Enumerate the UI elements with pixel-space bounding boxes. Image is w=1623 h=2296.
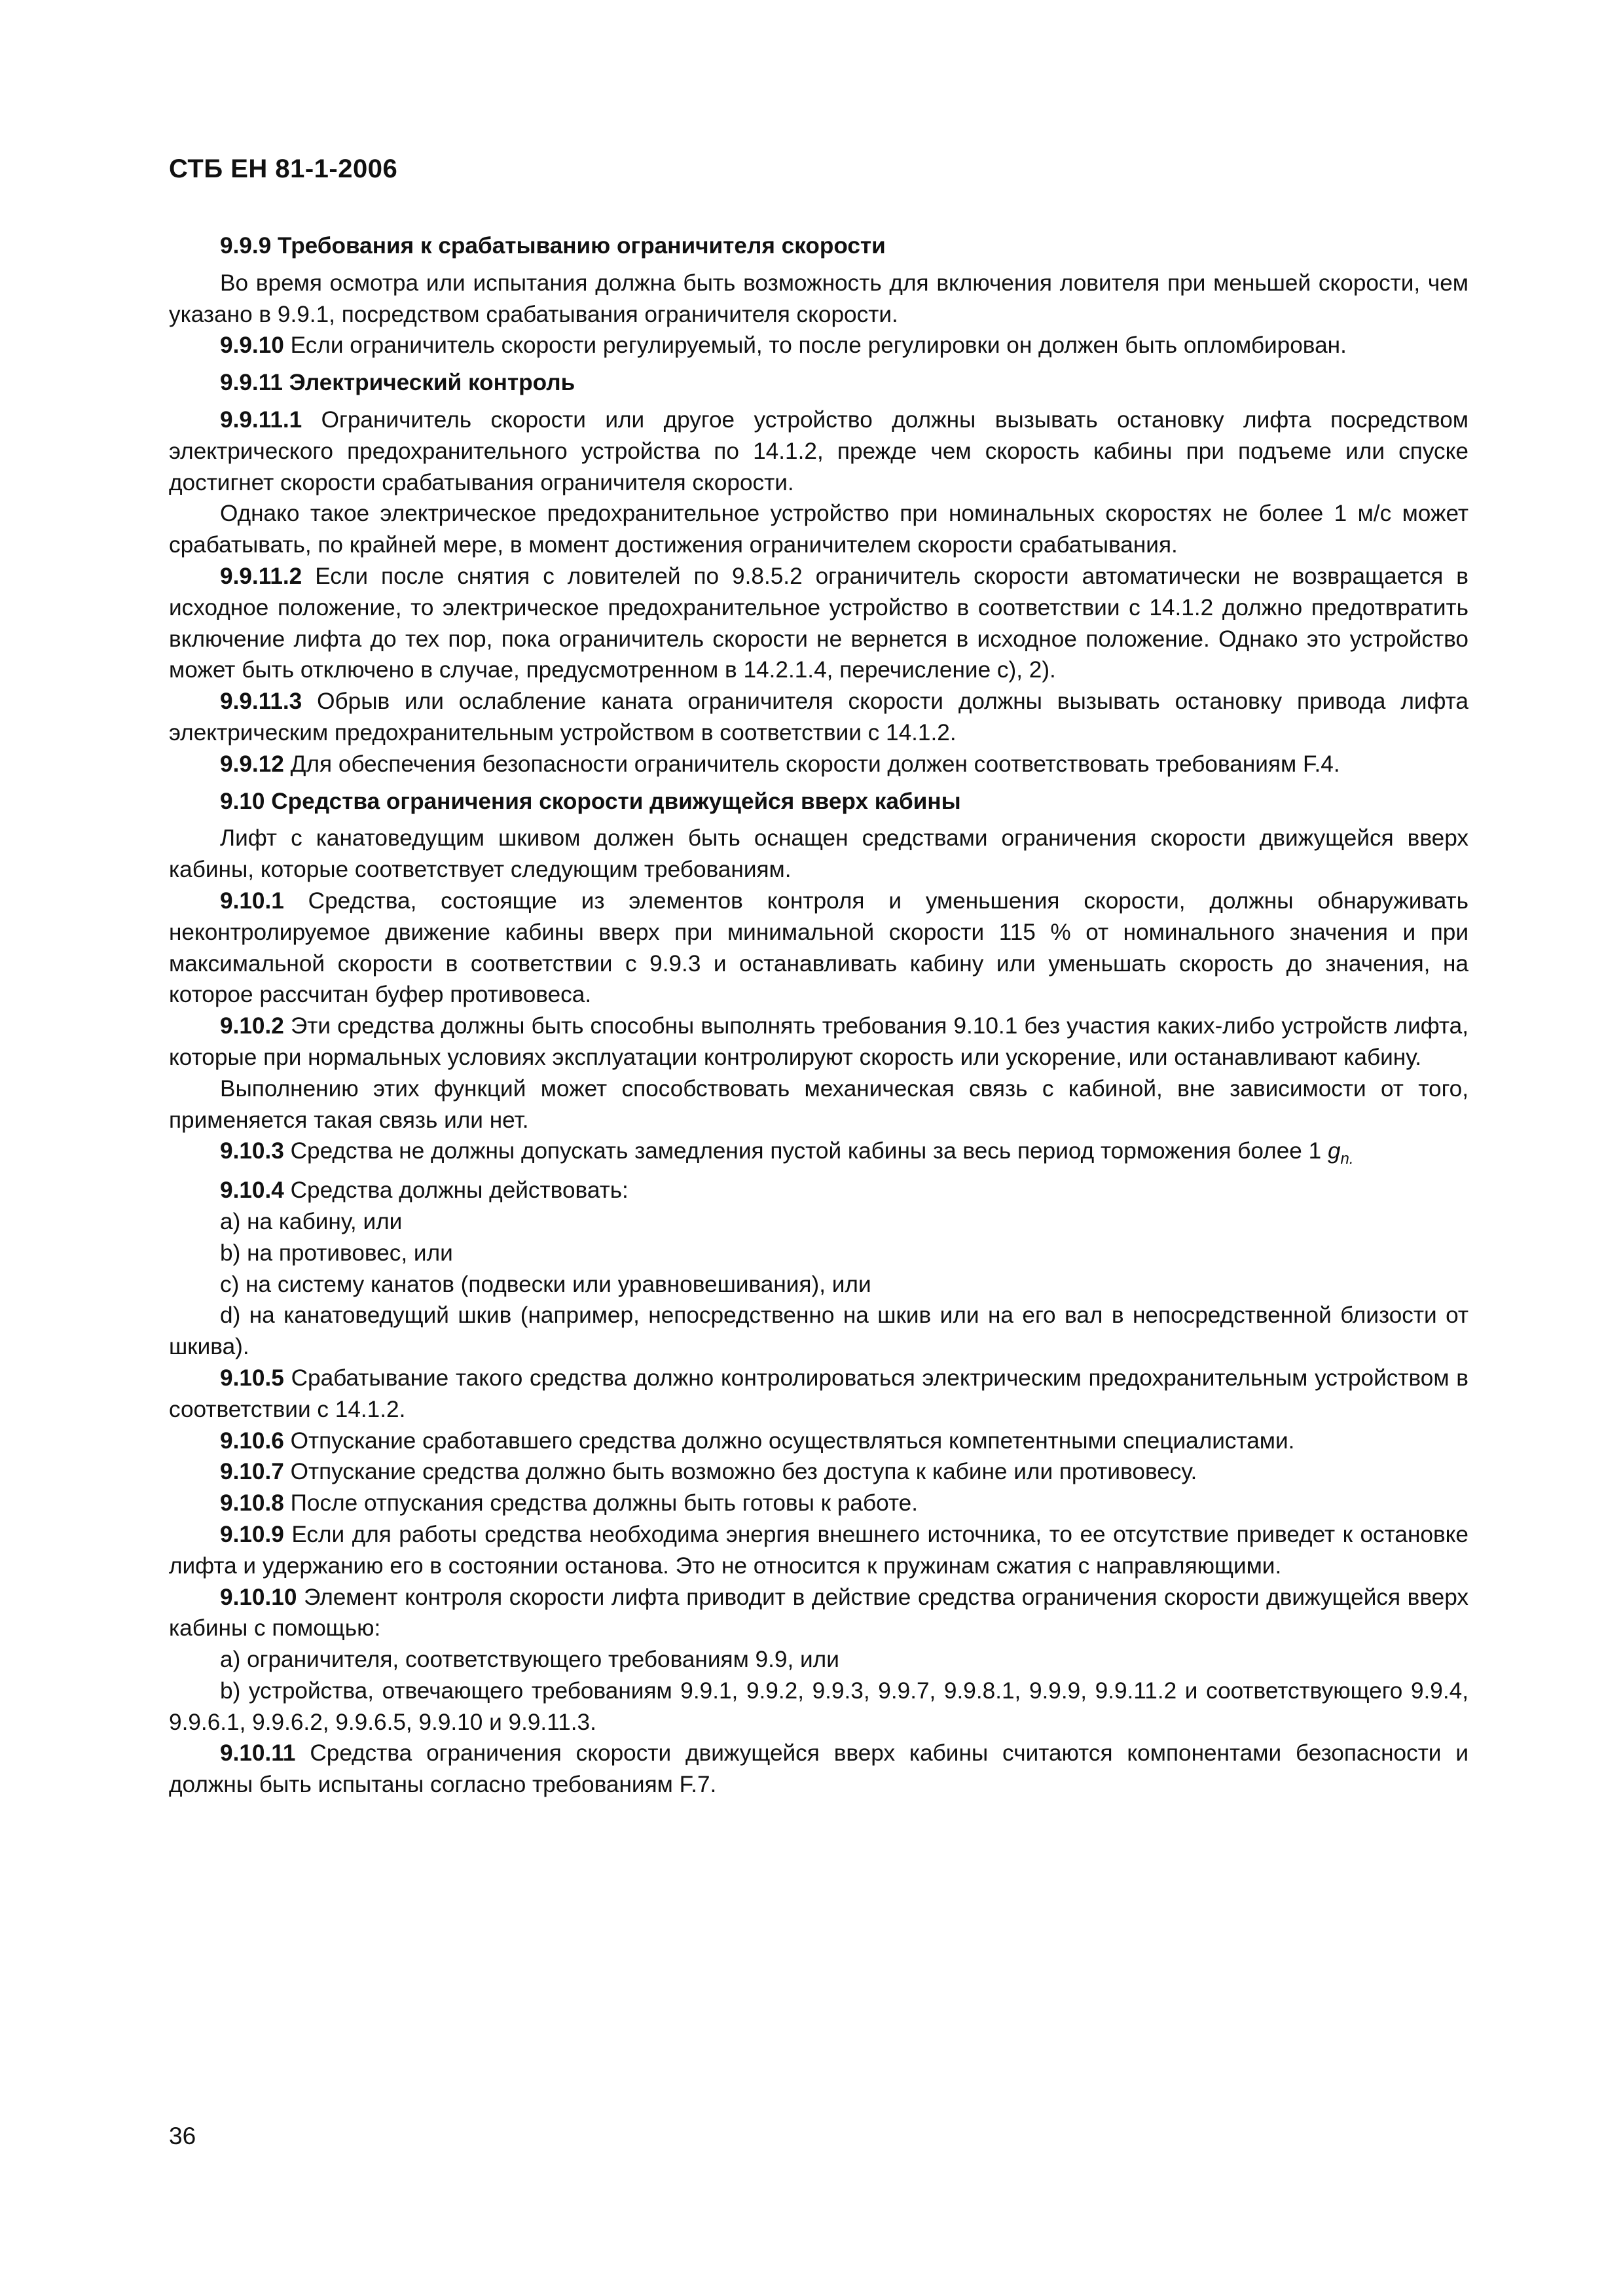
paragraph: [169, 1269, 1468, 1300]
paragraph: [169, 1644, 1468, 1676]
paragraph-text: После отпускания средства должны быть готовы к работе.: [283, 1490, 919, 1516]
paragraph: [169, 1519, 1468, 1582]
paragraph-text: Элемент контроля скорости лифта приводит в действие средства ограничения скорости движущейся вверх кабины с помощью:: [169, 1584, 1468, 1641]
page-number: 36: [169, 2123, 196, 2149]
paragraph-text: a) на кабину, или: [220, 1208, 403, 1234]
clause-number: 9.10.3: [220, 1138, 284, 1164]
clause-number: 9.10.10: [220, 1584, 297, 1610]
symbol-subscript: n.: [1340, 1150, 1354, 1168]
paragraph: [169, 561, 1468, 686]
symbol-letter: g: [1327, 1138, 1341, 1164]
document-code: СТБ ЕН 81-1-2006: [169, 154, 398, 183]
section-heading: 9.10 Средства ограничения скорости движущейся вверх кабины: [220, 788, 961, 814]
paragraph-text: Отпускание средства должно быть возможно без доступа к кабине или противовесу.: [283, 1459, 1197, 1485]
paragraph-text: Средства должны действовать:: [283, 1177, 629, 1204]
paragraph-text: Ограничитель скорости или другое устройство должны вызывать остановку лифта посредством электрического предохранительного устройства по 14.1.2, прежде чем скорость кабины при подъеме или спуске достигнет скорости срабатывания ограничителя скорости.: [169, 406, 1468, 495]
paragraph-text: Отпускание сработавшего средства должно осуществляться компетентными специалистами.: [283, 1427, 1295, 1454]
paragraph-text: b) на противовес, или: [220, 1240, 453, 1266]
paragraph-text: Лифт с канатоведущим шкивом должен быть оснащен средствами ограничения скорости движущейся вверх кабины, которые соответствует следующим требованиям.: [169, 825, 1468, 883]
paragraph-text: d) на канатоведущий шкив (например, непосредственно на шкив или на его вал в непосредственной близости от шкива).: [169, 1302, 1468, 1360]
paragraph: [169, 330, 1468, 361]
document-body: [169, 230, 1468, 1801]
section-heading: 9.9.11 Электрический контроль: [220, 370, 575, 396]
paragraph-text: Если ограничитель скорости регулируемый, то после регулировки он должен быть опломбирован.: [283, 332, 1347, 359]
paragraph: [169, 1238, 1468, 1269]
paragraph: [169, 686, 1468, 749]
paragraph: [169, 1426, 1468, 1457]
paragraph: [169, 1456, 1468, 1488]
paragraph-text: Средства, состоящие из элементов контроля и уменьшения скорости, должны обнаруживать неконтролируемое движение кабины вверх при минимальной скорости 115 % от номинального значения и при максимальной скорости в соответствии с 9.9.3 и останавливать кабину или уменьшать скорость до значения, на которое рассчитан буфер противовеса.: [169, 888, 1468, 1008]
paragraph: [169, 1011, 1468, 1073]
paragraph: [169, 1488, 1468, 1519]
symbol-gn: [1327, 1138, 1354, 1168]
paragraph: [169, 1300, 1468, 1363]
paragraph-text: Если после снятия с ловителей по 9.8.5.2 ограничитель скорости автоматически не возвращается в исходное положение, то электрическое предохранительное устройство в соответствии с 14.1.2 должно предотвратить включение лифта до тех пор, пока ограничитель скорости не вернется в исходное положение. Однако это устройство может быть отключено в случае, предусмотренном в 14.2.1.4, перечисление с), 2).: [169, 563, 1468, 683]
clause-number: 9.9.11.3: [220, 689, 302, 715]
paragraph-text: b) устройства, отвечающего требованиям 9.9.1, 9.9.2, 9.9.3, 9.9.7, 9.9.8.1, 9.9.9, 9.9.11.2 и соответствующего 9.9.4, 9.9.6.1, 9.9.6.2, 9.9.6.5, 9.9.10 и 9.9.11.3.: [169, 1677, 1468, 1735]
paragraph: [169, 886, 1468, 1011]
paragraph-text: c) на систему канатов (подвески или уравновешивания), или: [220, 1271, 871, 1297]
clause-number: 9.9.12: [220, 751, 284, 777]
clause-number: 9.9.11.2: [220, 563, 302, 589]
clause-number: 9.10.9: [220, 1521, 284, 1547]
paragraph-text: Однако такое электрическое предохранительное устройство при номинальных скоростях не более 1 м/с может срабатывать, по крайней мере, в момент достижения ограничителем скорости срабатывания.: [169, 501, 1468, 558]
paragraph-text: Во время осмотра или испытания должна быть возможность для включения ловителя при меньшей скорости, чем указано в 9.9.1, посредством срабатывания ограничителя скорости.: [169, 270, 1468, 327]
paragraph-text: Если для работы средства необходима энергия внешнего источника, то ее отсутствие приведет к остановке лифта и удержанию его в состоянии останова. Это не относится к пружинам сжатия с направляющими.: [169, 1521, 1468, 1579]
paragraph: [169, 1738, 1468, 1801]
paragraph: [169, 498, 1468, 561]
paragraph: [169, 1175, 1468, 1206]
paragraph: [169, 1206, 1468, 1238]
paragraph: [169, 268, 1468, 331]
paragraph: [169, 1582, 1468, 1645]
clause-number: 9.9.10: [220, 332, 284, 359]
paragraph-text: Срабатывание такого средства должно контролироваться электрическим предохранительным устройством в соответствии с 14.1.2.: [169, 1365, 1468, 1422]
paragraph: [169, 1676, 1468, 1738]
paragraph-text: Средства ограничения скорости движущейся вверх кабины считаются компонентами безопасности и должны быть испытаны согласно требованиям F.7.: [169, 1740, 1468, 1798]
clause-number: 9.10.11: [220, 1740, 296, 1767]
paragraph-text: Обрыв или ослабление каната ограничителя скорости должны вызывать остановку привода лифта электрическим предохранительным устройством в соответствии с 14.1.2.: [169, 689, 1468, 745]
paragraph: [169, 823, 1468, 886]
clause-number: 9.10.4: [220, 1177, 284, 1204]
section-heading: 9.9.9 Требования к срабатыванию ограничителя скорости: [220, 233, 886, 259]
paragraph-text: Средства не должны допускать замедления пустой кабины за весь период торможения более 1: [283, 1138, 1328, 1164]
paragraph: [169, 404, 1468, 498]
paragraph-text: Для обеспечения безопасности ограничитель скорости должен соответствовать требованиям F.4.: [283, 751, 1340, 777]
paragraph: [169, 1073, 1468, 1136]
clause-number: 9.10.5: [220, 1365, 284, 1391]
paragraph-text: a) ограничителя, соответствующего требованиям 9.9, или: [220, 1647, 839, 1673]
paragraph: [169, 749, 1468, 780]
clause-number: 9.10.7: [220, 1459, 284, 1485]
clause-number: 9.9.11.1: [220, 406, 302, 433]
clause-number: 9.10.6: [220, 1427, 284, 1454]
paragraph-text: Выполнению этих функций может способствовать механическая связь с кабиной, вне зависимости от того, применяется такая связь или нет.: [169, 1075, 1468, 1133]
paragraph: [169, 1136, 1468, 1175]
paragraph: [169, 1363, 1468, 1426]
clause-number: 9.10.2: [220, 1013, 284, 1039]
clause-number: 9.10.8: [220, 1490, 284, 1516]
paragraph-text: Эти средства должны быть способны выполнять требования 9.10.1 без участия каких-либо устройств лифта, которые при нормальных условиях эксплуатации контролируют скорость или ускорение, или останавливают кабину.: [169, 1013, 1468, 1070]
clause-number: 9.10.1: [220, 888, 284, 914]
